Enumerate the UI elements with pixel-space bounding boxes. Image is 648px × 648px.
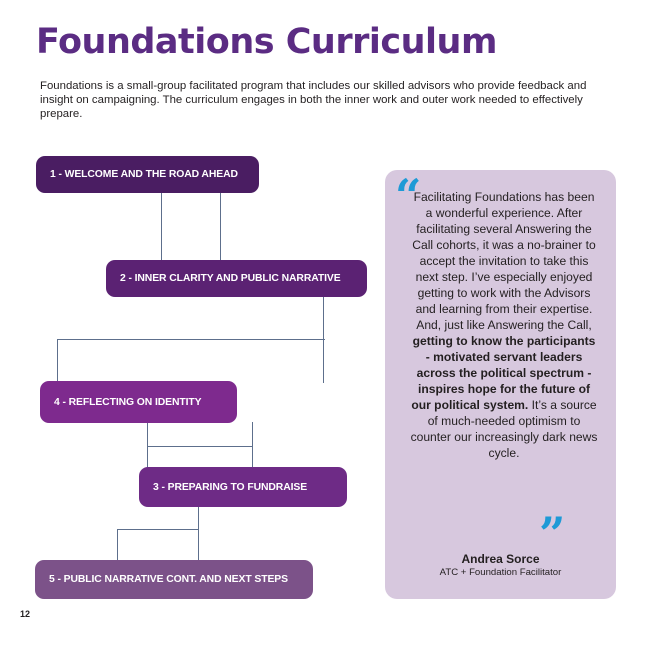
intro-paragraph: Foundations is a small-group facilitated program that includes our skilled advisors who provide feedback and insight on campaigning. The curriculum engages in both the inner work and outer work needed to effectively prepare. — [40, 80, 587, 120]
connector-1-2 — [161, 193, 221, 263]
step-2-inner-clarity: 2 - INNER CLARITY AND PUBLIC NARRATIVE — [106, 260, 367, 297]
testimonial-role: ATC + Foundation Facilitator — [439, 567, 562, 578]
step-4-reflecting-identity: 4 - REFLECTING ON IDENTITY — [40, 381, 237, 423]
testimonial-text — [409, 189, 599, 461]
connector-2-4-horizontal — [57, 339, 325, 383]
testimonial-card — [385, 170, 616, 599]
connector-3-5-horizontal — [117, 529, 199, 562]
testimonial-text-emphasis: getting to know the participants - motivated servant leaders across the political spectrum - inspires hope for the future of our political system. — [411, 334, 596, 412]
open-quote-icon: “ — [395, 169, 422, 223]
step-3-preparing-fundraise: 3 - PREPARING TO FUNDRAISE — [139, 467, 347, 507]
testimonial-author: Andrea Sorce — [461, 552, 540, 566]
connector-4-3-horizontal — [147, 446, 253, 468]
page-title: Foundations Curriculum — [36, 22, 497, 62]
close-quote-icon: ” — [539, 507, 566, 561]
testimonial-text-end: It’s a source of much-needed optimism to counter our increasingly dark news cycle. — [410, 398, 598, 460]
page-number: 12 — [20, 609, 31, 619]
step-5-public-narrative-cont: 5 - PUBLIC NARRATIVE CONT. AND NEXT STEPS — [35, 560, 313, 599]
step-1-welcome: 1 - WELCOME AND THE ROAD AHEAD — [36, 156, 259, 193]
testimonial-text-start: Facilitating Foundations has been a wonderful experience. After facilitating several Answering the Call cohorts, it was a no-brainer to accept the invitation to take this next step. I’ve especially enjoyed getting to work with the Advisors and learning from their expertise. And, just like Answering the Call, — [412, 190, 596, 332]
